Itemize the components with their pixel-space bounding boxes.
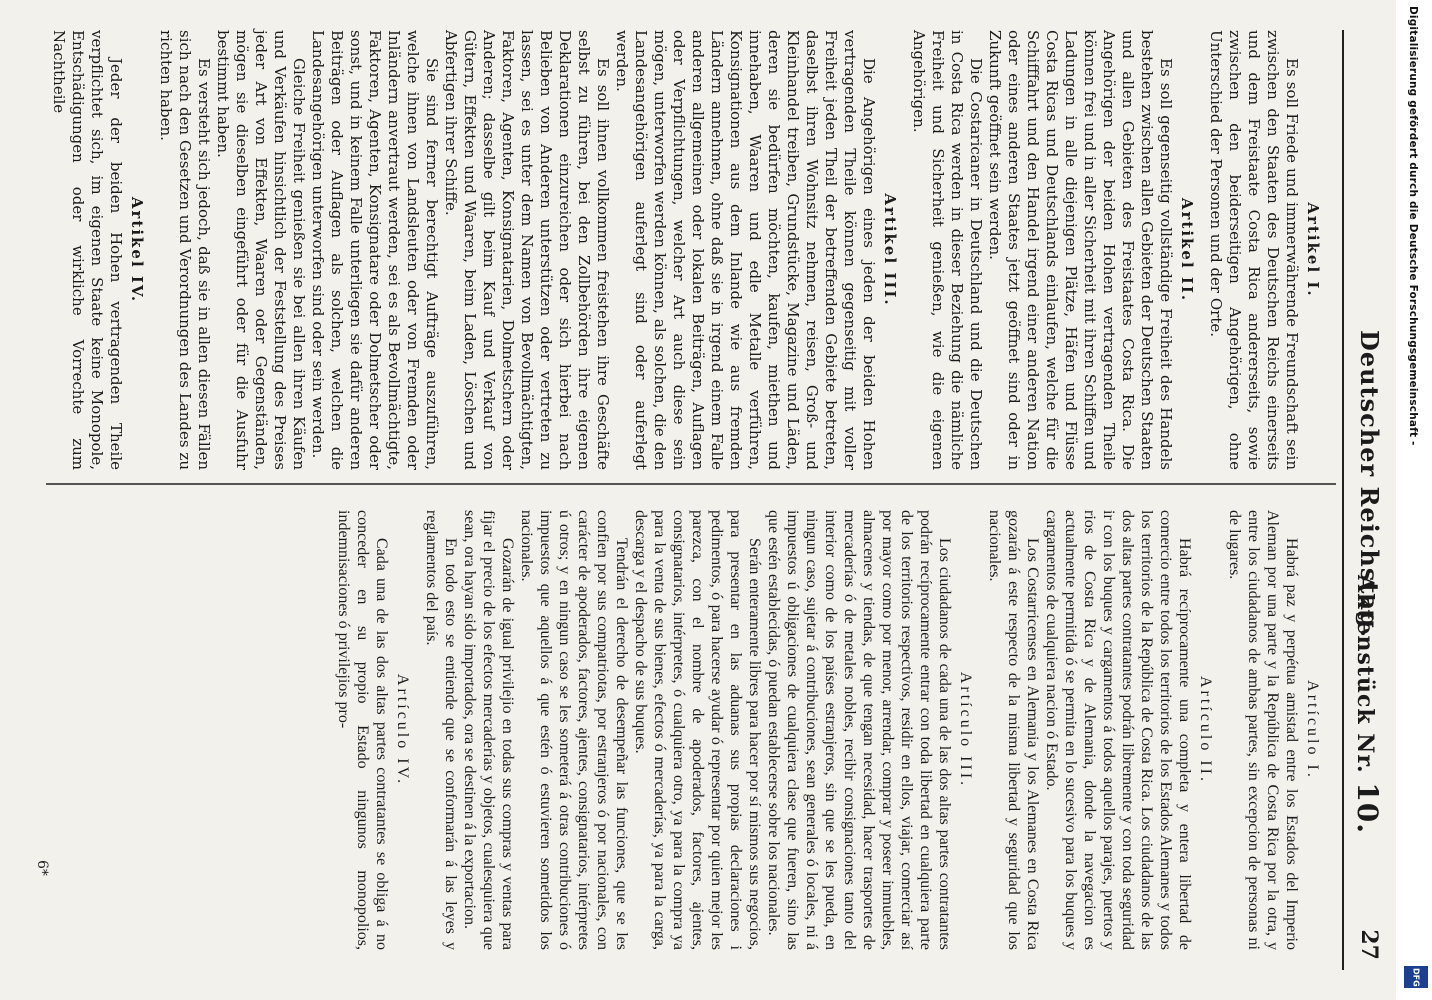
spanish-article-1-heading: Artículo I.	[1304, 680, 1321, 780]
header-title-german: Deutscher Reichstag.	[1355, 330, 1384, 639]
german-article-3-heading: Artikel III.	[881, 193, 899, 307]
spanish-article-3-text-2: Serán enteramente libres para hacer por sí mismos sus negocios, para presentar en las aduanas sus propias declaraciones i pedimentos, ó para hacerse ayudar ó representar por quien mejor les parezca, con el nombre de apoderados, factores, ajentes, consignatarios, intérpretes, ó cualquiera otro, ya para la compra ya para la venta de sus bienes, efectos ó mercaderías, ya para la carga, descarga y el despacho de sus buques.	[632, 510, 763, 950]
spanish-column	[334, 510, 1332, 950]
page-number: 27	[1356, 929, 1382, 960]
german-column	[49, 30, 1332, 470]
header-document-number	[1351, 575, 1384, 834]
german-article-4-heading: Artikel IV.	[128, 196, 146, 304]
german-article-3-text-3: Sie sind ferner berechtigt Aufträge auszuführen, welche ihnen von Landsleuten oder von Fremden oder Inländern anvertraut werden, sei es als Bevollmächtigte, Faktoren, Agenten, Konsignatare oder Dolmetscher oder sonst, und in keinem Falle unterliegen sie dafür anderen Beiträgen oder Auflagen als solchen, welchen die Landesangehörigen unterworfen sind oder sein werden.	[309, 30, 441, 470]
spanish-article-4-heading: Artículo IV.	[394, 673, 411, 787]
german-article-3-text-2: Es soll ihnen vollkommen freistehen ihre Geschäfte selbst zu führen, bei den Zollbehörden ihre eigenen Deklarationen einzureichen oder sich hierbei nach Belieben von Anderen unterstützen oder vertreten zu lassen, sei es unter dem Namen von Bevollmächtigten, Faktoren, Agenten, Konsignatarien, Dolmetschern oder Anderen; dasselbe gilt beim Kauf und Verkauf von Gütern, Effekten und Waaren, beim Laden, Löschen und Abfertigen ihrer Schiffe.	[442, 30, 612, 470]
dfg-logo-icon: DFG	[1404, 966, 1428, 988]
german-article-2-heading: Artikel II.	[1178, 197, 1196, 303]
funding-credit: Digitalisierung gefördert durch die Deutsche Forschungsgemeinschaft -	[1407, 6, 1419, 446]
german-article-2-text-2: Die Costaricaner in Deutschland und die Deutschen in Costa Rica werden in dieser Beziehung die nämliche Freiheit und Sicherheit genießen, wie die eigenen Angehörigen.	[910, 30, 985, 470]
german-article-1-heading: Artikel I.	[1304, 202, 1322, 298]
spanish-article-4-text: Cada una de las dos altas partes contratantes se obliga á no conceder en su propio Estado ningunos monopolios, indemnisaciones ó privilejios pro-	[335, 510, 390, 950]
header-rule	[1342, 30, 1344, 970]
header-doc-prefix: Aktenstück Nr.	[1352, 575, 1378, 774]
german-article-4-text: Jeder der beiden Hohen vertragenden Theile verpflichtet sich, im eigenen Staate keine Monopole, Entschädigungen oder wirkliche Vorrechte zum Nachtheile	[50, 30, 125, 470]
signature-mark: 6*	[34, 860, 50, 876]
header-doc-num: 10.	[1351, 782, 1384, 835]
spanish-article-3-heading: Artículo III.	[957, 671, 974, 789]
spanish-article-3-text-1: Los ciudadanos de cada una de las dos altas partes contratantes podrán recíprocamente entrar con toda libertad en cualquiera parte de los territorios respectivos, residir en ellos, viajar, comerciar así por mayor como por menor, arrendar, comprar y poseer inmuebles, almacenes y tiendas, de que tengan necesidad, hacer trasportes de mercaderías ó de metales nobles, recibir consignaciones tanto del interior como de los países estranjeros, sin que se les pueda, en ningun caso, sujetar á contribuciones, sean generales ó locales, ni á impuestos ú obligaciones de cualquiera clase que fueren, sino las que estén establecidas, ó puedan establecerse sobre los nacionales.	[765, 510, 953, 950]
spanish-article-2-text-1: Habrá recíprocamente una completa y entera libertad de comercio entre todos los territorios de los Estados Alemanes y todos los territorios de la República de Costa Rica. Los ciudadanos de las dos altas partes contratantes podrán libremente y con toda seguridad ir con los buques y cargamentos á todos aquellos parajes, puertos y rios de Costa Rica y de Alemania, donde la navegacion es actualmente permitida ó se permita en lo sucesivo para los buques y cargamentos de cualquiera nacion ó Estado.	[1043, 510, 1193, 950]
german-article-1-text: Es soll Friede und immerwährende Freundschaft sein zwischen den Staaten des Deutschen Reichs einerseits und dem Freistaate Costa Rica andererseits, sowie zwischen den beiderseitigen Angehörigen, ohne Unterschied der Personen und der Orte.	[1207, 30, 1301, 470]
spanish-article-3-text-4: Gozarán de igual privilejio en todas sus compras y ventas para fijar el precio de los efectos mercaderías y objetos, cualesquiera que sean, ora hayan sido importados, ora se destinen á la exportacion.	[461, 510, 516, 950]
spanish-article-3-text-3: Tendrán el derecho de desempeñar las funciones, que se les confien por sus compatriotas, por estranjeros ó por nacionales, con carácter de apoderados, factores, ajentes, consignatarios, intérpretes ú otros; y en ningun caso se les someterá á otras contribuciones ó impuestos que aquellos á que estén ó estuvieren sometidos los nacionales.	[518, 510, 630, 950]
german-article-2-text-1: Es soll gegenseitig vollständige Freiheit des Handels bestehen zwischen allen Gebieten der Deutschen Staaten und allen Gebieten des Freistaates Costa Rica. Die Angehörigen der beiden Hohen vertragenden Theile können frei und in aller Sicherheit mit ihren Schiffen und Ladungen in alle diejenigen Plätze, Häfen und Flüsse Costa Ricas und Deutschlands einlaufen, welche für die Schifffahrt und den Handel irgend einer anderen Nation oder eines anderen Staates jetzt geöffnet sind oder in Zukunft geöffnet sein werden.	[986, 30, 1175, 470]
spanish-article-3-text-5: En todo esto se entiende que se conformarán á las leyes y reglamentos del país.	[423, 510, 459, 950]
german-article-3-text-1: Die Angehörigen eines jeden der beiden Hohen vertragenden Theile können gegenseitig mit voller Freiheit jeden Theil der betreffenden Gebiete betreten, daselbst ihren Wohnsitz nehmen, reisen, Groß- und Kleinhandel treiben, Grundstücke, Magazine und Läden, deren sie bedürfen möchten, kaufen, miethen und innehaben, Waaren und edle Metalle verführen, Konsignationen aus dem Inlande wie aus fremden Ländern annehmen, ohne daß sie in irgend einem Falle anderen allgemeinen oder lokalen Beiträgen, Auflagen oder Verpflichtungen, welcher Art auch diese sein mögen, unterworfen werden können, als solchen, die den Landesangehörigen auferlegt sind oder auferlegt werden.	[613, 30, 878, 470]
spanish-article-1-text: Habrá paz y perpétua amistad entre los Estados del Imperio Aleman por una parte y la República de Costa Rica por la otra, y entre los ciudadanos de ambas partes, sin excepcion de personas ni de lugares.	[1226, 510, 1300, 950]
page-header	[1344, 30, 1388, 970]
german-article-3-text-5: Es versteht sich jedoch, daß sie in allen diesen Fällen sich nach den Gesetzen und Verordnungen des Landes zu richten haben.	[157, 30, 213, 470]
spanish-article-2-text-2: Los Costarricenses en Alemania y los Alemanes en Costa Rica gozarán á este respecto de la misma libertad y seguridad que los nacionales.	[986, 510, 1041, 950]
german-article-3-text-4: Gleiche Freiheit genießen sie bei allen ihren Käufen und Verkäufen hinsichtlich der Feststellung des Preises jeder Art von Effekten, Waaren oder Gegenständen, mögen sie dieselben eingeführt oder für die Ausfuhr bestimmt haben.	[214, 30, 308, 470]
spanish-article-2-heading: Artículo II.	[1197, 676, 1214, 784]
column-divider	[46, 483, 1336, 485]
